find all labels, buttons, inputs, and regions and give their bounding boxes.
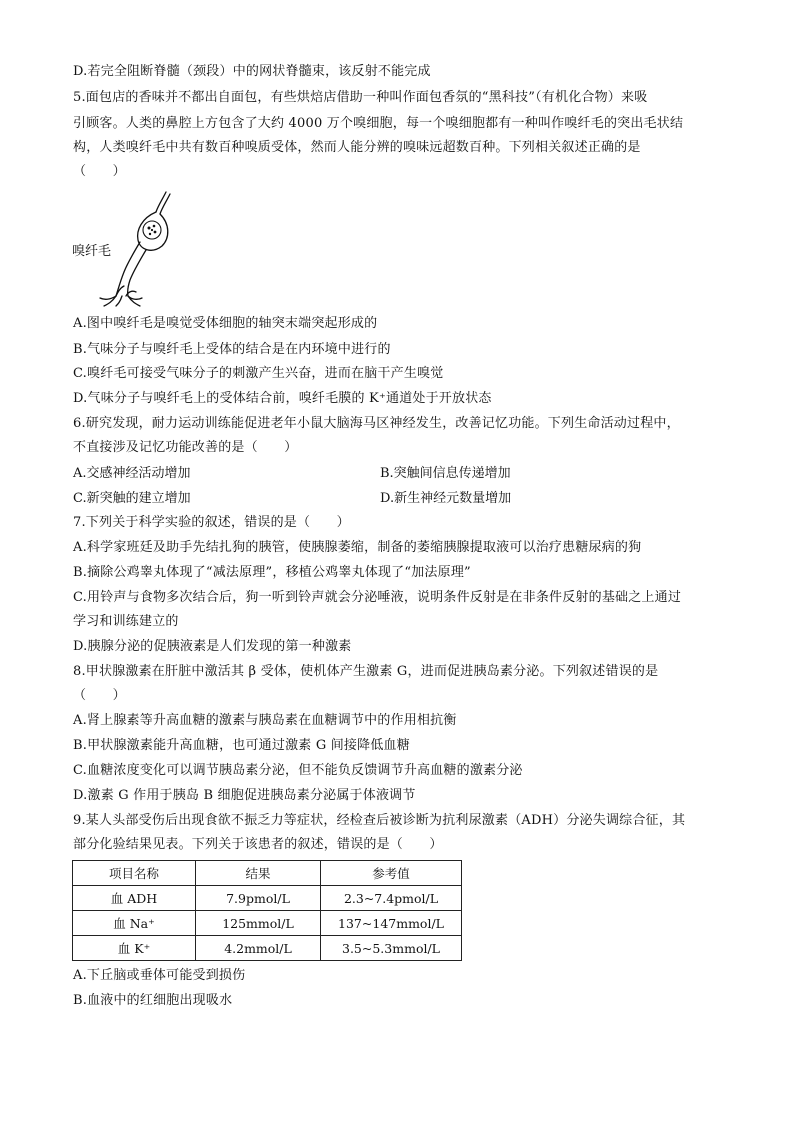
q6-option-a: A.交感神经活动增加 <box>73 466 191 481</box>
q7-option-d: D.胰腺分泌的促胰液素是人们发现的第一种激素 <box>73 639 352 654</box>
q7-option-c-line-2: 学习和训练建立的 <box>73 614 179 629</box>
lab-results-table <box>72 860 462 961</box>
q5-option-b: B.气味分子与嗅纤毛上受体的结合是在内环境中进行的 <box>73 342 391 357</box>
q6-stem-line-1: 6.研究发现，耐力运动训练能促进老年小鼠大脑海马区神经发生，改善记忆功能。下列生命活动过程中， <box>73 416 680 431</box>
q5-stem-line-2: 引顾客。人类的鼻腔上方包含了大约 4000 万个嗅细胞，每一个嗅细胞都有一种叫作嗅纤毛的突出毛状结 <box>73 116 684 131</box>
q8-option-b: B.甲状腺激素能升高血糖，也可通过激素 G 间接降低血糖 <box>73 738 410 753</box>
q7-option-b: B.摘除公鸡睾丸体现了“减法原理”，移植公鸡睾丸体现了“加法原理” <box>73 565 471 580</box>
q8-option-a: A.肾上腺素等升高血糖的激素与胰岛素在血糖调节中的作用相抗衡 <box>73 713 457 728</box>
table-cell: 137~147mmol/L <box>321 911 462 936</box>
q6-option-d: D.新生神经元数量增加 <box>380 491 512 506</box>
table-cell: 125mmol/L <box>196 911 321 936</box>
table-header-row <box>73 861 462 886</box>
table-cell: 7.9pmol/L <box>196 886 321 911</box>
table-cell: 2.3~7.4pmol/L <box>321 886 462 911</box>
q5-option-d: D.气味分子与嗅纤毛上的受体结合前，嗅纤毛膜的 K⁺通道处于开放状态 <box>73 391 492 406</box>
q4-option-d: D.若完全阻断脊髓（颈段）中的网状脊髓束，该反射不能完成 <box>73 64 431 79</box>
q9-option-a: A.下丘脑或垂体可能受到损伤 <box>73 968 246 983</box>
q7-option-a: A.科学家班廷及助手先结扎狗的胰管，使胰腺萎缩，制备的萎缩胰腺提取液可以治疗患糖尿病的狗 <box>73 540 642 555</box>
q5-stem-line-1: 5.面包店的香味并不都出自面包，有些烘焙店借助一种叫作面包香氛的“黑科技”（有机化合物）来吸 <box>73 90 648 105</box>
q9-stem-line-2: 部分化验结果见表。下列关于该患者的叙述，错误的是（ ） <box>73 837 443 852</box>
q7-option-c-line-1: C.用铃声与食物多次结合后，狗一听到铃声就会分泌唾液，说明条件反射是在非条件反射的基础之上通过 <box>73 590 682 605</box>
table-header-cell: 参考值 <box>321 861 462 886</box>
q8-stem: 8.甲状腺激素在肝脏中激活其 β 受体，使机体产生激素 G，进而促进胰岛素分泌。下列叙述错误的是 <box>73 664 659 679</box>
table-row <box>73 911 462 936</box>
q7-stem: 7.下列关于科学实验的叙述，错误的是（ ） <box>73 515 350 530</box>
q8-answer-blank: （ ） <box>73 688 126 703</box>
figure-label: 嗅纤毛 <box>72 244 112 259</box>
q9-stem-line-1: 9.某人头部受伤后出现食欲不振乏力等症状，经检查后被诊断为抗利尿激素（ADH）分泌失调综合征，其 <box>73 813 686 828</box>
q6-option-c: C.新突触的建立增加 <box>73 491 191 506</box>
q8-option-c: C.血糖浓度变化可以调节胰岛素分泌，但不能负反馈调节升高血糖的激素分泌 <box>73 763 523 778</box>
q9-option-b: B.血液中的红细胞出现吸水 <box>73 993 233 1008</box>
q5-stem-line-3: 构，人类嗅纤毛中共有数百种嗅质受体，然而人能分辨的嗅味远超数百种。下列相关叙述正确的是 <box>73 140 641 155</box>
table-header-cell: 结果 <box>196 861 321 886</box>
table-cell: 3.5~5.3mmol/L <box>321 936 462 961</box>
table-cell: 血 K⁺ <box>73 936 196 961</box>
q5-answer-blank: （ ） <box>73 164 126 179</box>
table-cell: 4.2mmol/L <box>196 936 321 961</box>
q6-stem-line-2: 不直接涉及记忆功能改善的是（ ） <box>73 440 298 455</box>
table-header-cell: 项目名称 <box>73 861 196 886</box>
q5-option-c: C.嗅纤毛可接受气味分子的刺激产生兴奋，进而在脑干产生嗅觉 <box>73 366 444 381</box>
table-cell: 血 Na⁺ <box>73 911 196 936</box>
q5-option-a: A.图中嗅纤毛是嗅觉受体细胞的轴突末端突起形成的 <box>73 316 378 331</box>
table-row <box>73 936 462 961</box>
olfactory-cell-figure <box>70 188 180 308</box>
q8-option-d: D.激素 G 作用于胰岛 B 细胞促进胰岛素分泌属于体液调节 <box>73 788 416 803</box>
table-row <box>73 886 462 911</box>
q6-option-b: B.突触间信息传递增加 <box>380 466 511 481</box>
table-cell: 血 ADH <box>73 886 196 911</box>
